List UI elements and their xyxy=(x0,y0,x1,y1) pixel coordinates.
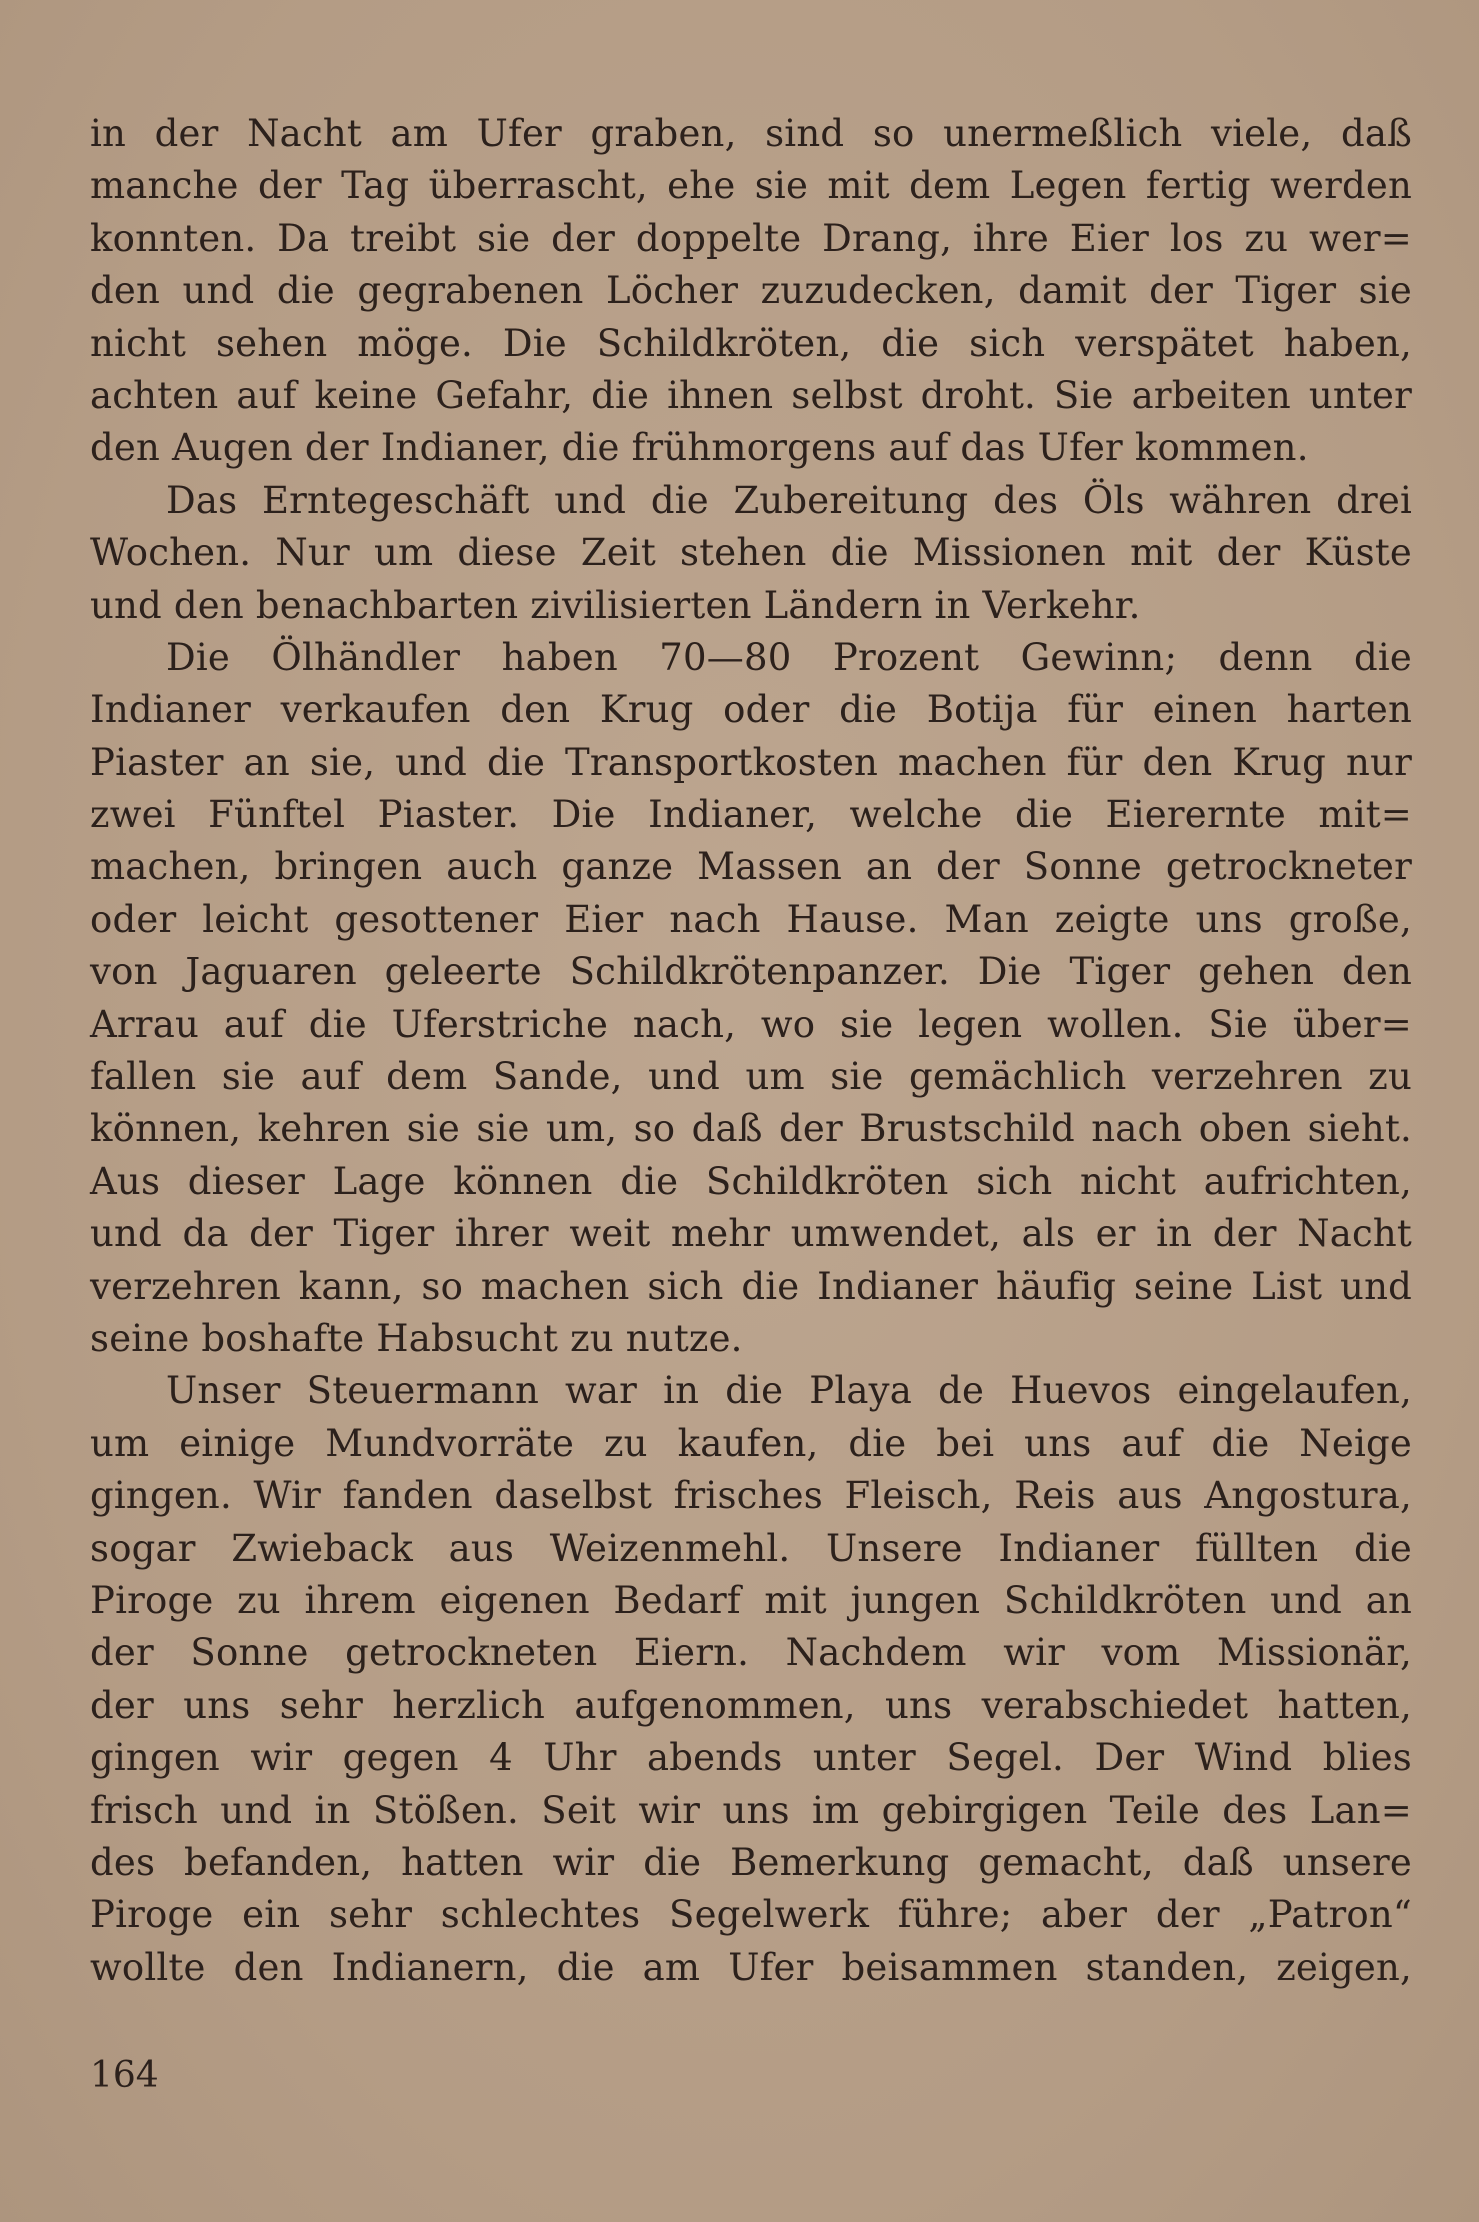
text-line: machen, bringen auch ganze Massen an der Sonne getrockneter xyxy=(90,845,1412,889)
text-line: Piaster an sie, und die Transportkosten machen für den Krug nur xyxy=(90,740,1412,784)
text-line: Aus dieser Lage können die Schildkröten sich nicht aufrichten, xyxy=(90,1159,1412,1203)
text-line: Das Erntegeschäft und die Zubereitung des Öls währen drei xyxy=(166,478,1412,522)
text-line: von Jaguaren geleerte Schildkrötenpanzer. Die Tiger gehen den xyxy=(90,950,1412,994)
text-line: den Augen der Indianer, die frühmorgens auf das Ufer kommen. xyxy=(90,426,1309,470)
text-line: oder leicht gesottener Eier nach Hause. Man zeigte uns große, xyxy=(90,897,1412,941)
text-line: der uns sehr herzlich aufgenommen, uns verabschiedet hatten, xyxy=(90,1683,1412,1727)
text-line: fallen sie auf dem Sande, und um sie gemächlich verzehren zu xyxy=(90,1055,1412,1099)
body-text xyxy=(90,108,1412,1994)
text-line: sogar Zwieback aus Weizenmehl. Unsere Indianer füllten die xyxy=(90,1526,1412,1570)
page-number: 164 xyxy=(90,2055,159,2096)
text-line: frisch und in Stößen. Seit wir uns im gebirgigen Teile des Lan= xyxy=(90,1788,1412,1832)
text-line: Piroge ein sehr schlechtes Segelwerk führe; aber der „Patron“ xyxy=(90,1893,1412,1937)
text-line: Indianer verkaufen den Krug oder die Botija für einen harten xyxy=(90,688,1412,732)
text-line: gingen wir gegen 4 Uhr abends unter Segel. Der Wind blies xyxy=(90,1736,1412,1780)
text-line: manche der Tag überrascht, ehe sie mit dem Legen fertig werden xyxy=(90,164,1412,208)
text-line: und den benachbarten zivilisierten Ländern in Verkehr. xyxy=(90,583,1141,627)
text-line: Arrau auf die Uferstriche nach, wo sie legen wollen. Sie über= xyxy=(90,1002,1412,1046)
text-line: konnten. Da treibt sie der doppelte Drang, ihre Eier los zu wer= xyxy=(90,216,1412,260)
text-line: Unser Steuermann war in die Playa de Huevos eingelaufen, xyxy=(166,1369,1412,1413)
text-line: achten auf keine Gefahr, die ihnen selbst droht. Sie arbeiten unter xyxy=(90,373,1412,417)
text-line: Wochen. Nur um diese Zeit stehen die Missionen mit der Küste xyxy=(90,531,1412,575)
text-line: Die Ölhändler haben 70—80 Prozent Gewinn; denn die xyxy=(166,635,1412,679)
text-line: seine boshafte Habsucht zu nutze. xyxy=(90,1316,743,1360)
text-line: verzehren kann, so machen sich die Indianer häufig seine List und xyxy=(90,1264,1412,1308)
text-line: und da der Tiger ihrer weit mehr umwendet, als er in der Nacht xyxy=(90,1212,1412,1256)
text-line: Piroge zu ihrem eigenen Bedarf mit jungen Schildkröten und an xyxy=(90,1578,1412,1622)
text-line: können, kehren sie sie um, so daß der Brustschild nach oben sieht. xyxy=(90,1107,1412,1151)
text-line: den und die gegrabenen Löcher zuzudecken, damit der Tiger sie xyxy=(90,269,1412,313)
text-line: gingen. Wir fanden daselbst frisches Fleisch, Reis aus Angostura, xyxy=(90,1474,1412,1518)
text-line: zwei Fünftel Piaster. Die Indianer, welche die Eierernte mit= xyxy=(90,793,1412,837)
text-line: der Sonne getrockneten Eiern. Nachdem wir vom Missionär, xyxy=(90,1631,1412,1675)
text-line: um einige Mundvorräte zu kaufen, die bei uns auf die Neige xyxy=(90,1421,1412,1465)
text-line: in der Nacht am Ufer graben, sind so unermeßlich viele, daß xyxy=(90,112,1412,155)
text-line: des befanden, hatten wir die Bemerkung gemacht, daß unsere xyxy=(90,1840,1412,1884)
text-line: wollte den Indianern, die am Ufer beisammen standen, zeigen, xyxy=(90,1945,1412,1989)
text-line: nicht sehen möge. Die Schildkröten, die sich verspätet haben, xyxy=(90,321,1412,365)
